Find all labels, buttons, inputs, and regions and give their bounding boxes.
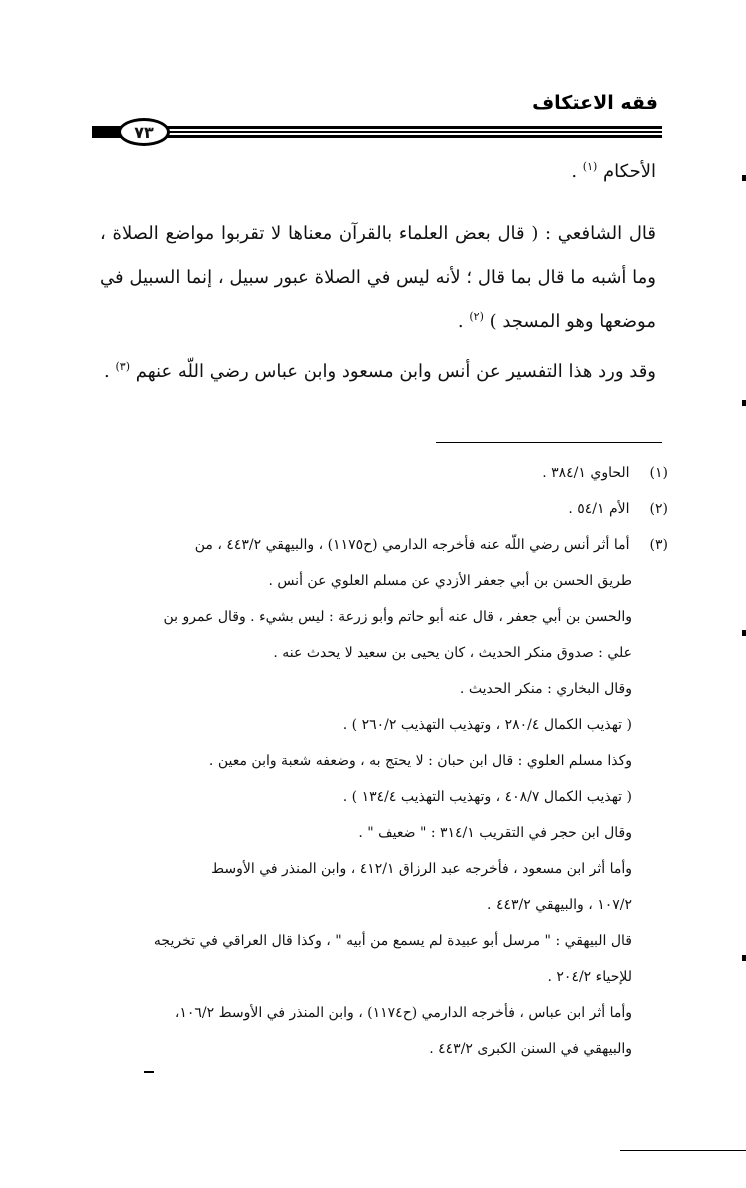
footnote-3-line — [100, 527, 668, 563]
footnote-3-line: ( تهذيب الكمال ٢٨٠/٤ ، وتهذيب التهذيب ٢٦٠/٢ ) . — [342, 717, 632, 733]
page-number — [118, 118, 170, 146]
paragraph-3-text: وقد ورد هذا التفسير عن أنس وابن مسعود وابن عباس رضي اللّه عنهم — [135, 361, 656, 382]
footnote-ref-3: (٣) — [115, 360, 130, 373]
header-rule-line-top — [92, 126, 662, 129]
scan-edge-mark — [742, 955, 746, 961]
scan-dash-mark — [144, 1071, 154, 1073]
main-paragraph-2 — [100, 212, 656, 344]
paragraph-3-end: . — [104, 361, 110, 382]
footnote-3-line: وقال ابن حجر في التقريب ٣١٤/١ : " ضعيف " . — [358, 825, 632, 841]
scan-bottom-rule — [620, 1150, 746, 1151]
header-rule-end-block — [92, 128, 120, 137]
running-header-title: فقه الاعتكاف — [532, 92, 658, 114]
footnote-1 — [100, 455, 668, 491]
main-paragraph-1 — [100, 150, 656, 194]
footnote-ref-1: (١) — [582, 160, 598, 173]
footnote-3-line: وكذا مسلم العلوي : قال ابن حبان : لا يحتج به ، وضعفه شعبة وابن معين . — [208, 753, 632, 769]
header-rule-line-mid — [92, 131, 662, 133]
footnote-2-text: الأم ٥٤/١ . — [568, 501, 630, 517]
footnote-3-line: والحسن بن أبي جعفر ، قال عنه أبو حاتم وأبو زرعة : ليس بشيء . وقال عمرو بن — [163, 609, 632, 625]
footnote-1-number: (١) — [649, 465, 668, 481]
paragraph-2-text: قال الشافعي : ( قال بعض العلماء بالقرآن معناها لا تقربوا مواضع الصلاة ، وما أشبه ما قال بما قال ؛ لأنه ليس في الصلاة عبور سبيل ، إنما السبيل في موضعها وهو المسجد ) — [100, 223, 656, 332]
header-rule — [92, 124, 662, 144]
footnote-2-number: (٢) — [649, 501, 668, 517]
paragraph-1-text: الأحكام — [603, 161, 656, 182]
footnotes — [100, 455, 668, 1067]
footnote-3-text: أما أثر أنس رضي اللّه عنه فأخرجه الدارمي (ح١١٧٥) ، والبيهقي ٤٤٣/٢ ، من — [194, 537, 630, 553]
footnote-3-line: للإحياء ٢٠٤/٢ . — [547, 969, 632, 985]
footnote-1-text: الحاوي ٣٨٤/١ . — [542, 465, 630, 481]
footnote-2 — [100, 491, 668, 527]
footnote-3-line: ١٠٧/٢ ، والبيهقي ٤٤٣/٢ . — [487, 897, 632, 913]
paragraph-2-end: . — [457, 311, 464, 332]
footnote-ref-2: (٢) — [469, 310, 484, 323]
footnote-3-line: ( تهذيب الكمال ٤٠٨/٧ ، وتهذيب التهذيب ١٣٤/٤ ) . — [342, 789, 632, 805]
header-rule-line-bottom — [92, 135, 662, 138]
scan-edge-mark — [742, 175, 746, 181]
scan-edge-mark — [742, 400, 746, 406]
footnote-3-line: وأما أثر ابن مسعود ، فأخرجه عبد الرزاق ٤١٢/١ ، وابن المنذر في الأوسط — [211, 861, 632, 877]
footnote-3-line: والبيهقي في السنن الكبرى ٤٤٣/٢ . — [429, 1041, 632, 1057]
main-paragraph-3 — [100, 350, 656, 394]
footnote-3-number: (٣) — [649, 537, 668, 553]
footnote-3-line: طريق الحسن بن أبي جعفر الأزدي عن مسلم العلوي عن أنس . — [268, 573, 632, 589]
paragraph-1-end: . — [571, 161, 578, 182]
scan-edge-mark — [742, 630, 746, 636]
footnote-3-line: وقال البخاري : منكر الحديث . — [459, 681, 632, 697]
page-number-text: ٧٣ — [134, 122, 154, 142]
footnote-3-line: علي : صدوق منكر الحديث ، كان يحيى بن سعيد لا يحدث عنه . — [273, 645, 632, 661]
footnote-divider — [436, 442, 662, 443]
footnote-3-line: وأما أثر ابن عباس ، فأخرجه الدارمي (ح١١٧٤) ، وابن المنذر في الأوسط ١٠٦/٢، — [174, 1005, 632, 1021]
footnote-3-line: قال البيهقي : " مرسل أبو عبيدة لم يسمع من أبيه " ، وكذا قال العراقي في تخريجه — [153, 933, 632, 949]
